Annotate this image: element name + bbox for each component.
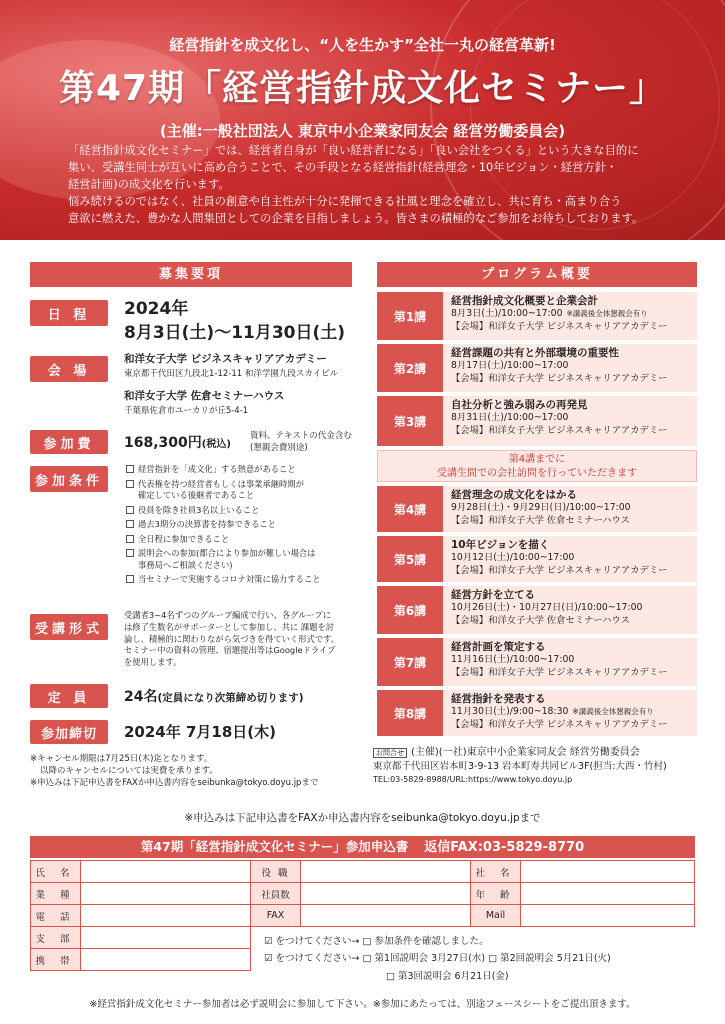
capacity-note: (定員になり次第締め切ります)	[157, 692, 304, 704]
fee-note-1: 資料、テキストの代金含む	[250, 431, 352, 441]
contact-block	[373, 746, 667, 786]
deadline-label: 参加締切	[30, 720, 108, 744]
page-title: 第47期「経営指針成文化セミナー」	[58, 68, 667, 109]
format-line: を使用します。	[124, 657, 182, 668]
role-field[interactable]	[301, 861, 471, 883]
session-date-line	[451, 706, 697, 719]
check-briefing[interactable]: ☑ をつけてください→ □ 第1回説明会 3月27日(水) □ 第2回説明会 5月21日(火)	[264, 953, 611, 964]
session-place: 【会場】和洋女子大学 ビジネスキャリアアカデミー	[451, 564, 668, 576]
session-number: 第5講	[377, 536, 443, 582]
session-title: 経営課題の共有と外部環境の重要性	[451, 347, 619, 359]
capacity-value: 24名	[124, 689, 158, 705]
session-date: 8月3日(土)/10:00~17:00	[451, 308, 563, 319]
schedule-range: 8月3日(土)～11月30日(土)	[124, 323, 346, 343]
checkbox-icon	[126, 520, 134, 528]
session-body	[443, 486, 697, 532]
session-place: 【会場】和洋女子大学 ビジネスキャリアアカデミー	[451, 424, 668, 436]
session-place: 【会場】和洋女子大学 ビジネスキャリアアカデミー	[451, 372, 668, 384]
session-body	[443, 690, 697, 736]
session-place: 【会場】和洋女子大学 ビジネスキャリアアカデミー	[451, 718, 668, 730]
session-date: 10月26日(土)・10月27日(日)/10:00~17:00	[451, 602, 643, 613]
format-line: セミナー中の資料の管理、宿題提出等はGoogleドライブ	[124, 645, 336, 656]
note-line: ※申込みは下記申込書をFAXか申込書内容をseibunka@tokyo.doyu.jpまで	[30, 778, 319, 788]
program-session	[377, 638, 697, 686]
condition-item: 代表権を持つ経営者もしくは事業承継時期が	[138, 478, 304, 489]
fee-label: 参加費	[30, 430, 108, 454]
tagline: 経営指針を成文化し、“人を生かす”全社一丸の経営革新!	[169, 36, 556, 54]
session-body	[443, 344, 697, 392]
condition-item: 役員を除き社員3名以上いること	[138, 504, 260, 515]
session-date-line	[451, 360, 697, 373]
program-session	[377, 292, 697, 340]
session-title: 経営計画を策定する	[451, 641, 546, 653]
label-industry: 業 種	[31, 883, 81, 905]
session-title: 経営指針成文化概要と企業会計	[451, 295, 598, 307]
session-date-line	[451, 654, 697, 667]
industry-field[interactable]	[81, 883, 251, 905]
checkbox-icon	[126, 535, 134, 543]
session-body	[443, 638, 697, 686]
session-body	[443, 292, 697, 340]
capacity-label: 定 員	[30, 684, 108, 708]
intro-line: 「経営指針成文化セミナー」では、経営者自身が「良い経営者になる」「良い会社をつくる」という大きな目的に	[68, 144, 639, 157]
mobile-field[interactable]	[81, 949, 251, 971]
condition-item: 確定している後継者であること	[138, 490, 255, 500]
session-title: 経営理念の成文化をはかる	[451, 489, 577, 501]
format-line: 受講者3~4名ずつのグループ編成で行い、各グループに	[124, 610, 332, 620]
fee-amount	[124, 432, 231, 452]
session-date: 10月12日(土)/10:00~17:00	[451, 552, 575, 563]
intro-line: 悩み続けるのではなく、社員の創意や自主性が十分に発揮できる社風と理念を確立し、共に育ち・高まり合う	[68, 195, 622, 208]
apply-note: ※申込みは下記申込書をFAXか申込書内容をseibunka@tokyo.doyu.jpまで	[184, 812, 541, 824]
session-body	[443, 586, 697, 634]
contact-address: 東京都千代田区岩本町3-9-13 岩本町寿共同ビル3F(担当:大西・竹村)	[373, 761, 667, 772]
form-title: 第47期「経営指針成文化セミナー」参加申込書	[140, 839, 409, 854]
conditions-label: 参加条件	[30, 466, 108, 492]
program-session	[377, 690, 697, 736]
label-fax: FAX	[251, 905, 301, 927]
session-number: 第7講	[377, 638, 443, 686]
branch-field[interactable]	[81, 927, 251, 949]
session-title: 10年ビジョンを描く	[451, 539, 550, 551]
session-title: 経営指針を発表する	[451, 693, 546, 705]
condition-item: 経営指針を「成文化」する熱意があること	[138, 464, 296, 474]
format-line: は修了生数名がサポーターとして参加し、共に 課題を討	[124, 621, 335, 632]
mail-field[interactable]	[521, 905, 695, 927]
contact-tag: お問合せ	[373, 748, 407, 758]
age-field[interactable]	[521, 883, 695, 905]
session-place: 【会場】和洋女子大学 佐倉セミナーハウス	[451, 614, 630, 626]
check-conditions[interactable]: ☑ をつけてください→ □ 参加条件を確認しました。	[264, 936, 489, 947]
session-date: 11月30日(土)/9:00~18:30	[451, 706, 569, 717]
condition-item: 事務局へご相談ください)	[138, 559, 233, 570]
session-title: 経営方針を立てる	[451, 589, 535, 601]
session-number: 第4講	[377, 486, 443, 532]
program-session	[377, 536, 697, 582]
program-heading: プログラム概要	[377, 262, 697, 287]
session-date: 9月28日(土)・9月29日(日)/10:00~17:00	[451, 502, 631, 513]
venue-1-address: 東京都千代田区九段北1-12-11 和洋学園九段スカイビル	[124, 369, 339, 379]
session-extra: ※講義後全体懇親会有り	[572, 707, 654, 716]
session-date-line	[451, 552, 697, 565]
session-place: 【会場】和洋女子大学 佐倉セミナーハウス	[451, 514, 630, 526]
organizer: (主催:一般社団法人 東京中小企業家同友会 経営労働委員会)	[159, 122, 566, 140]
conditions-list	[138, 464, 348, 586]
venue-label: 会 場	[30, 356, 108, 382]
program-session	[377, 396, 697, 446]
session-body	[443, 536, 697, 582]
deadline-value: 2024年 7月18日(木)	[124, 723, 276, 741]
intro-line: 意欲に燃えた、豊かな人間集団としての企業を目指しましょう。皆さまの積極的なご参加をお待ちしております。	[68, 212, 644, 225]
intro-text	[68, 142, 668, 227]
label-mobile: 携 帯	[31, 949, 81, 971]
form-header	[30, 836, 695, 858]
schedule-label: 日 程	[30, 300, 108, 326]
session-title: 自社分析と強み弱みの再発見	[451, 399, 588, 411]
program-session	[377, 344, 697, 392]
session-date-line	[451, 502, 697, 515]
label-name: 氏 名	[31, 861, 81, 883]
session-date-line	[451, 602, 697, 615]
checkbox-icon	[126, 575, 134, 583]
fee-value: 168,300円	[124, 435, 202, 451]
session-date: 11月16日(土)/10:00~17:00	[451, 654, 575, 665]
condition-item: 全日程に参加できること	[138, 533, 230, 544]
venue-2: 和洋女子大学 佐倉セミナーハウス	[124, 390, 285, 402]
schedule-year: 2024年	[124, 299, 189, 319]
fax-field[interactable]	[301, 905, 471, 927]
session-extra: ※講義後全体懇親会有り	[566, 309, 648, 318]
label-phone: 電 話	[31, 905, 81, 927]
session-date-line	[451, 308, 697, 321]
session-number: 第3講	[377, 396, 443, 446]
label-branch: 支 部	[31, 927, 81, 949]
checkbox-icon	[126, 480, 134, 488]
note-line: 以降のキャンセルについては実費を承ります。	[40, 766, 218, 776]
contact-tel: TEL:03-5829-8988/URL:https://www.tokyo.doyu.jp	[373, 775, 573, 784]
checkbox-icon	[126, 506, 134, 514]
session-date: 8月17日(土)/10:00~17:00	[451, 360, 569, 371]
phone-field[interactable]	[81, 905, 251, 927]
visit-line-1: 第4講までに	[508, 454, 566, 465]
program-session	[377, 586, 697, 634]
footer-note: ※経営指針成文化セミナー参加者は必ず説明会に参加して下さい。※参加にあたっては、別途フェースシートをご提出頂きます。	[89, 999, 636, 1010]
condition-item: 説明会への参加(都合により参加が難しい場合は	[138, 548, 316, 558]
label-company: 社 名	[471, 861, 521, 883]
intro-line: 集い、受講生同士が互いに高め合うことで、その手段となる経営指針(経営理念・10年ビジョン・経営方針・	[68, 161, 618, 174]
venue-1: 和洋女子大学 ビジネスキャリアアカデミー	[124, 353, 327, 365]
venue-2-address: 千葉県佐倉市ユーカリが丘5-4-1	[124, 406, 249, 416]
label-role: 役 職	[251, 861, 301, 883]
contact-org: (主催)(一社)東京中小企業家同友会 経営労働委員会	[411, 747, 640, 758]
checkbox-icon	[126, 549, 134, 557]
session-number: 第2講	[377, 344, 443, 392]
condition-item: 過去3期分の決算書を持参できること	[138, 519, 277, 529]
session-date: 8月31日(土)/10:00~17:00	[451, 412, 569, 423]
format-line: 論し、積極的に関わりながら気づきを得ていく形式です。	[124, 633, 340, 644]
format-text	[124, 610, 359, 669]
condition-item: 当セミナーで実施するコロナ対策に協力すること	[138, 574, 321, 584]
employees-field[interactable]	[301, 883, 471, 905]
fee-tax: (税込)	[201, 439, 231, 450]
program-session	[377, 486, 697, 532]
label-employees: 社員数	[251, 883, 301, 905]
capacity	[124, 686, 304, 706]
session-number: 第1講	[377, 292, 443, 340]
company-field[interactable]	[521, 861, 695, 883]
session-place: 【会場】和洋女子大学 ビジネスキャリアアカデミー	[451, 666, 668, 678]
header-banner	[0, 0, 725, 240]
check-briefing-3[interactable]: □ 第3回説明会 6月21日(金)	[386, 971, 509, 982]
session-number: 第8講	[377, 690, 443, 736]
cancel-notes	[30, 753, 318, 789]
visit-notice	[377, 450, 697, 482]
session-place: 【会場】和洋女子大学 ビジネスキャリアアカデミー	[451, 320, 668, 332]
session-number: 第6講	[377, 586, 443, 634]
form-fax: 返信FAX:03-5829-8770	[424, 840, 585, 855]
recruit-heading: 募集要項	[30, 262, 352, 287]
intro-line: 経営計画)の成文化を行います。	[68, 178, 230, 191]
label-mail: Mail	[471, 905, 521, 927]
checkbox-icon	[126, 465, 134, 473]
note-line: ※キャンセル期限は7月25日(木)迄となります。	[30, 754, 213, 764]
label-age: 年 齢	[471, 883, 521, 905]
format-label: 受講形式	[30, 614, 108, 640]
session-date-line	[451, 412, 697, 425]
visit-line-2: 受講生間での会社訪問を行っていただきます	[437, 468, 637, 479]
fee-note-2: (懇親会費別途)	[250, 443, 308, 453]
session-body	[443, 396, 697, 446]
name-field[interactable]	[81, 861, 251, 883]
